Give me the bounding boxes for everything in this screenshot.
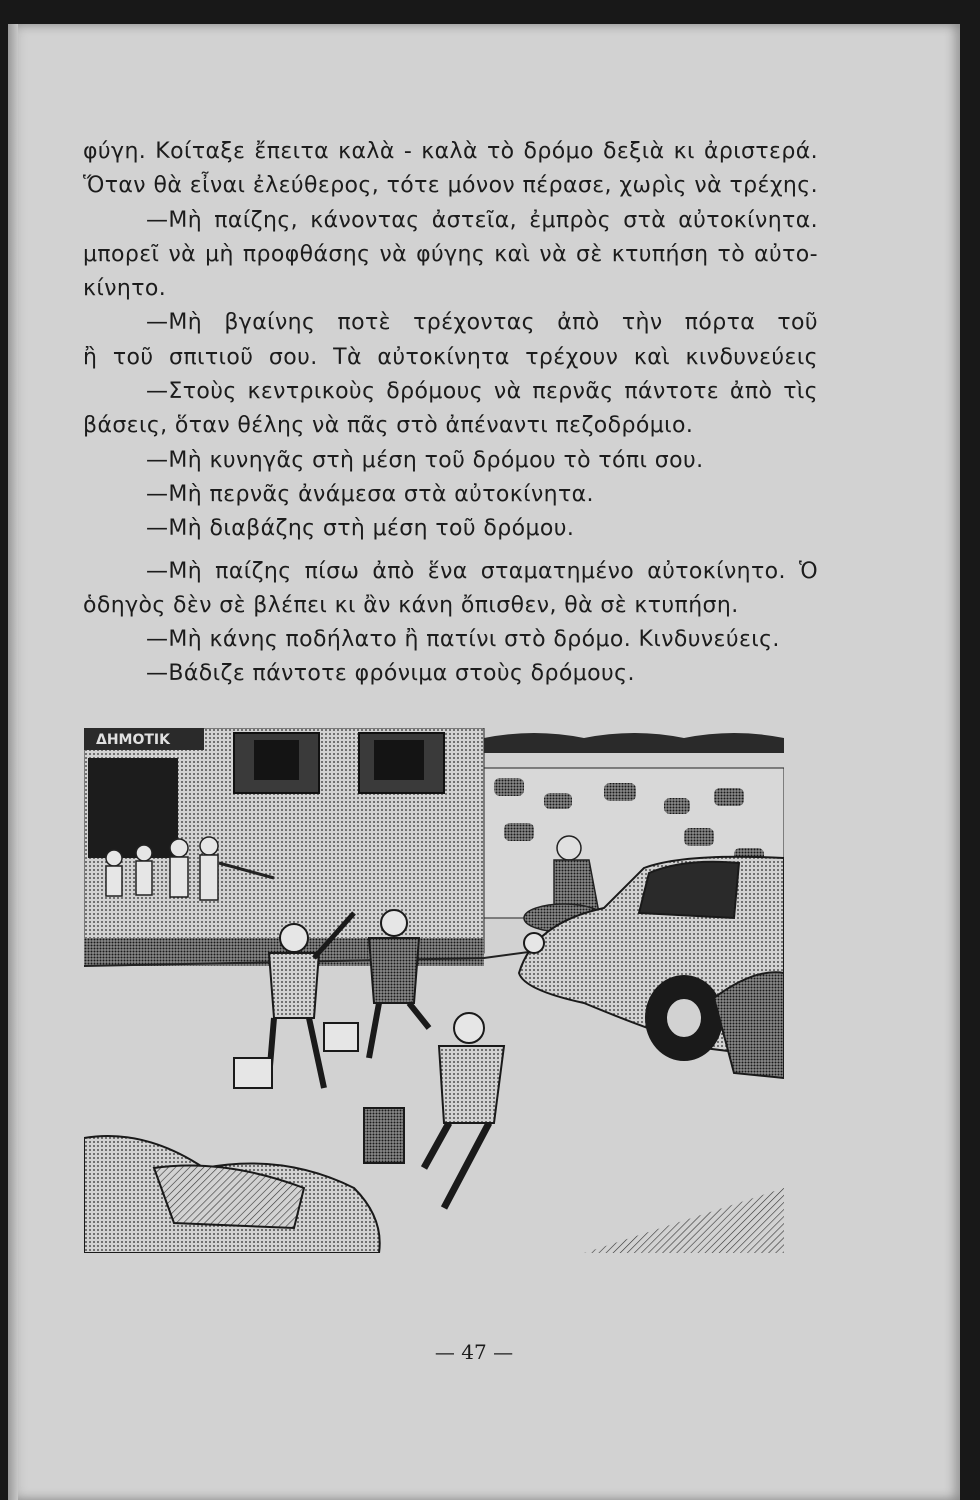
text-line: ὁδηγὸς δὲν σὲ βλέπει κι ἂν κάνη ὄπισθεν, θὰ σὲ κτυπήση.	[83, 592, 739, 618]
text-line: φύγη. Κοίταξε ἔπειτα καλὰ - καλὰ τὸ δρόμο δεξιὰ κι ἀριστερά.	[83, 139, 818, 164]
school-bag	[234, 1058, 272, 1088]
tree-foliage	[484, 733, 784, 753]
page-binding-edge	[8, 24, 18, 1500]
school-bag	[324, 1023, 358, 1051]
text-line: μπορεῖ νὰ μὴ προφθάσης νὰ φύγης καὶ νὰ σὲ κτυπήση τὸ αὐτο-	[83, 241, 818, 267]
school-bag	[364, 1108, 404, 1163]
text-line: Ὅταν θὰ εἶναι ἐλεύθερος, τότε μόνον πέρασε, χωρὶς νὰ τρέχης.	[83, 173, 818, 199]
text-line: —Μὴ βγαίνης ποτὲ τρέχοντας ἀπὸ τὴν πόρτα τοῦ	[146, 310, 818, 336]
text-line: —Μὴ κάνης ποδήλατο ἢ πατίνι στὸ δρόμο. Κινδυνεύεις.	[146, 627, 780, 653]
body-text	[83, 135, 818, 692]
text-line: —Μὴ περνᾶς ἀνάμεσα στὰ αὐτοκίνητα.	[146, 481, 594, 507]
text-line: —Μὴ παίζης, κάνοντας ἀστεῖα, ἐμπρὸς στὰ αὐτοκίνητα.	[146, 207, 818, 233]
school-sign-text: ΔΗΜΟΤΙΚ	[96, 732, 170, 748]
car-headlight	[524, 933, 544, 953]
text-line: —Βάδιζε πάντοτε φρόνιμα στοὺς δρόμους.	[146, 661, 635, 687]
text-line: —Μὴ κυνηγᾶς στὴ μέση τοῦ δρόμου τὸ τόπι σου.	[146, 447, 704, 473]
text-line: —Στοὺς κεντρικοὺς δρόμους νὰ περνᾶς πάντοτε ἀπὸ τὶς	[146, 379, 818, 405]
street-crossing-illustration	[84, 728, 784, 1253]
school-doorway	[88, 758, 178, 858]
car-windshield	[639, 862, 739, 918]
text-line: —Μὴ παίζης πίσω ἀπὸ ἕνα σταματημένο αὐτοκίνητο. Ὁ	[146, 558, 818, 584]
text-line: —Μὴ διαβάζης στὴ μέση τοῦ δρόμου.	[146, 516, 575, 542]
page-number: — 47 —	[434, 1340, 514, 1364]
text-line: κίνητο.	[83, 276, 167, 302]
text-line: ἢ τοῦ σπιτιοῦ σου. Τὰ αὐτοκίνητα τρέχουν καὶ κινδυνεύεις	[83, 344, 818, 370]
text-line: βάσεις, ὅταν θέλης νὰ πᾶς στὸ ἀπέναντι πεζοδρόμιο.	[83, 413, 694, 439]
